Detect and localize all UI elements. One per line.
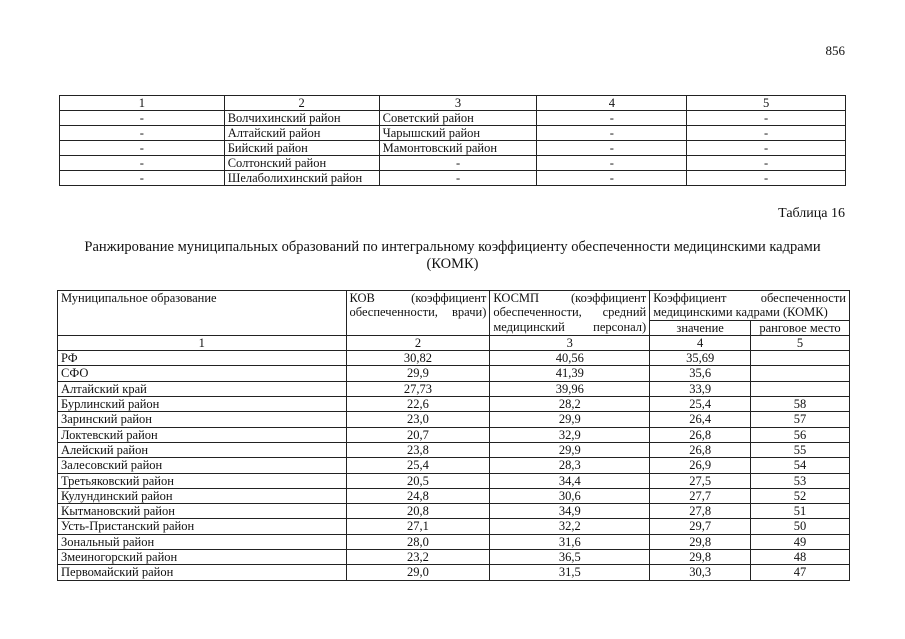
rank-cell: 52 (751, 488, 850, 503)
header-cell: 4 (537, 96, 687, 111)
kov-cell: 27,1 (346, 519, 490, 534)
table-row (58, 366, 850, 381)
komk-value-cell: 26,9 (650, 458, 751, 473)
kov-cell: 29,9 (346, 366, 490, 381)
header-komk (650, 291, 850, 321)
table-cell: - (537, 126, 687, 141)
rank-cell: 51 (751, 504, 850, 519)
kosmp-cell: 36,5 (490, 550, 650, 565)
header-kosmp-line: медицинский персонал) (493, 319, 647, 334)
municipality-cell: Бурлинский район (58, 397, 347, 412)
header-cell: 3 (379, 96, 537, 111)
table-row (58, 534, 850, 549)
table-cell: Чарышский район (379, 126, 537, 141)
kosmp-cell: 32,2 (490, 519, 650, 534)
header-row (58, 291, 850, 321)
header-kosmp (490, 291, 650, 336)
kov-cell: 30,82 (346, 351, 490, 366)
table-row (60, 111, 846, 126)
table-cell: - (537, 171, 687, 186)
komk-value-cell: 33,9 (650, 381, 751, 396)
kov-cell: 23,8 (346, 442, 490, 457)
table-title-line: Ранжирование муниципальных образований по интегральному коэффициенту обеспеченности медицинскими кадрами (84, 239, 821, 255)
komk-value-cell: 27,8 (650, 504, 751, 519)
header-rank: ранговое место (751, 320, 850, 335)
kosmp-cell: 28,3 (490, 458, 650, 473)
table-row (58, 397, 850, 412)
kosmp-cell: 28,2 (490, 397, 650, 412)
kov-cell: 20,8 (346, 504, 490, 519)
municipality-cell: Змеиногорский район (58, 550, 347, 565)
kov-cell: 25,4 (346, 458, 490, 473)
table-cell: - (687, 126, 846, 141)
header-kov-line: КОВ (коэффициент (349, 291, 487, 305)
continuation-table (59, 95, 846, 186)
rank-cell: 56 (751, 427, 850, 442)
rank-cell: 53 (751, 473, 850, 488)
municipality-cell: Алтайский край (58, 381, 347, 396)
table-cell: - (687, 171, 846, 186)
table-cell: - (60, 111, 225, 126)
column-number: 3 (490, 335, 650, 350)
rank-cell: 49 (751, 534, 850, 549)
kov-cell: 22,6 (346, 397, 490, 412)
header-kosmp-line: обеспеченности, средний (493, 305, 647, 320)
kosmp-cell: 31,5 (490, 565, 650, 580)
column-number: 1 (58, 335, 347, 350)
header-cell: 2 (224, 96, 379, 111)
municipality-cell: Усть-Пристанский район (58, 519, 347, 534)
header-cell: 5 (687, 96, 846, 111)
table-cell: Мамонтовский район (379, 141, 537, 156)
municipality-cell: СФО (58, 366, 347, 381)
table-cell: - (60, 156, 225, 171)
table-row (58, 381, 850, 396)
municipality-cell: Первомайский район (58, 565, 347, 580)
kosmp-cell: 29,9 (490, 442, 650, 457)
komk-value-cell: 35,6 (650, 366, 751, 381)
komk-value-cell: 27,7 (650, 488, 751, 503)
municipality-cell: Локтевский район (58, 427, 347, 442)
header-komk-line: медицинскими кадрами (КОМК) (653, 305, 828, 320)
table-cell: Советский район (379, 111, 537, 126)
rank-cell: 58 (751, 397, 850, 412)
table-row (60, 156, 846, 171)
header-kov (346, 291, 490, 336)
column-number-row (58, 335, 850, 350)
rank-cell: 48 (751, 550, 850, 565)
table-cell: - (379, 156, 537, 171)
table-row (58, 519, 850, 534)
kosmp-cell: 34,9 (490, 504, 650, 519)
table-row (58, 504, 850, 519)
kov-cell: 24,8 (346, 488, 490, 503)
kosmp-cell: 40,56 (490, 351, 650, 366)
table-cell: - (60, 141, 225, 156)
municipality-cell: Кулундинский район (58, 488, 347, 503)
kosmp-cell: 30,6 (490, 488, 650, 503)
kov-cell: 23,0 (346, 412, 490, 427)
table-cell: Бийский район (224, 141, 379, 156)
rank-cell: 47 (751, 565, 850, 580)
column-number: 4 (650, 335, 751, 350)
table-row (58, 427, 850, 442)
komk-value-cell: 25,4 (650, 397, 751, 412)
table-row (58, 442, 850, 457)
komk-value-cell: 26,4 (650, 412, 751, 427)
table-row (58, 351, 850, 366)
komk-value-cell: 30,3 (650, 565, 751, 580)
kov-cell: 29,0 (346, 565, 490, 580)
rank-cell: 54 (751, 458, 850, 473)
municipality-cell: Залесовский район (58, 458, 347, 473)
page-number: 856 (825, 43, 845, 58)
table-cell: - (687, 156, 846, 171)
komk-value-cell: 26,8 (650, 442, 751, 457)
header-komk-line: Коэффициент обеспеченности (653, 291, 846, 305)
rank-cell: 57 (751, 412, 850, 427)
header-value: значение (650, 320, 751, 335)
table-cell: - (687, 111, 846, 126)
table-cell: Волчихинский район (224, 111, 379, 126)
kosmp-cell: 32,9 (490, 427, 650, 442)
rank-cell: 50 (751, 519, 850, 534)
komk-value-cell: 35,69 (650, 351, 751, 366)
table-label: Таблица 16 (778, 206, 845, 221)
table-row (58, 550, 850, 565)
kosmp-cell: 34,4 (490, 473, 650, 488)
header-kosmp-line: КОСМП (коэффициент (493, 291, 647, 305)
komk-value-cell: 27,5 (650, 473, 751, 488)
kov-cell: 20,7 (346, 427, 490, 442)
municipality-cell: Третьяковский район (58, 473, 347, 488)
komk-value-cell: 29,8 (650, 550, 751, 565)
rank-cell (751, 351, 850, 366)
municipality-cell: Алейский район (58, 442, 347, 457)
table-row (60, 141, 846, 156)
table-cell: Шелаболихинский район (224, 171, 379, 186)
rank-cell (751, 366, 850, 381)
kosmp-cell: 29,9 (490, 412, 650, 427)
kov-cell: 27,73 (346, 381, 490, 396)
column-number: 5 (751, 335, 850, 350)
header-cell: 1 (60, 96, 225, 111)
table-cell: - (537, 111, 687, 126)
komk-table-body (58, 351, 850, 580)
header-kov-line: обеспеченности, врачи) (349, 305, 487, 320)
table-row (58, 412, 850, 427)
komk-table (57, 290, 850, 581)
municipality-cell: Кытмановский район (58, 504, 347, 519)
table-title (40, 239, 865, 273)
kosmp-cell: 39,96 (490, 381, 650, 396)
table-title-line: (КОМК) (426, 256, 479, 272)
kov-cell: 28,0 (346, 534, 490, 549)
table-cell: - (687, 141, 846, 156)
kosmp-cell: 41,39 (490, 366, 650, 381)
table-row (58, 565, 850, 580)
continuation-header-row (60, 96, 846, 111)
table-cell: - (60, 171, 225, 186)
komk-value-cell: 26,8 (650, 427, 751, 442)
table-cell: - (379, 171, 537, 186)
table-row (58, 473, 850, 488)
table-cell: - (60, 126, 225, 141)
municipality-cell: Заринский район (58, 412, 347, 427)
kov-cell: 20,5 (346, 473, 490, 488)
komk-value-cell: 29,8 (650, 534, 751, 549)
komk-value-cell: 29,7 (650, 519, 751, 534)
column-number: 2 (346, 335, 490, 350)
table-cell: - (537, 156, 687, 171)
table-row (60, 126, 846, 141)
rank-cell: 55 (751, 442, 850, 457)
rank-cell (751, 381, 850, 396)
table-row (58, 488, 850, 503)
table-cell: Солтонский район (224, 156, 379, 171)
table-row (58, 458, 850, 473)
kosmp-cell: 31,6 (490, 534, 650, 549)
municipality-cell: РФ (58, 351, 347, 366)
header-municipality: Муниципальное образование (58, 291, 347, 336)
kov-cell: 23,2 (346, 550, 490, 565)
municipality-cell: Зональный район (58, 534, 347, 549)
table-cell: - (537, 141, 687, 156)
table-cell: Алтайский район (224, 126, 379, 141)
table-row (60, 171, 846, 186)
